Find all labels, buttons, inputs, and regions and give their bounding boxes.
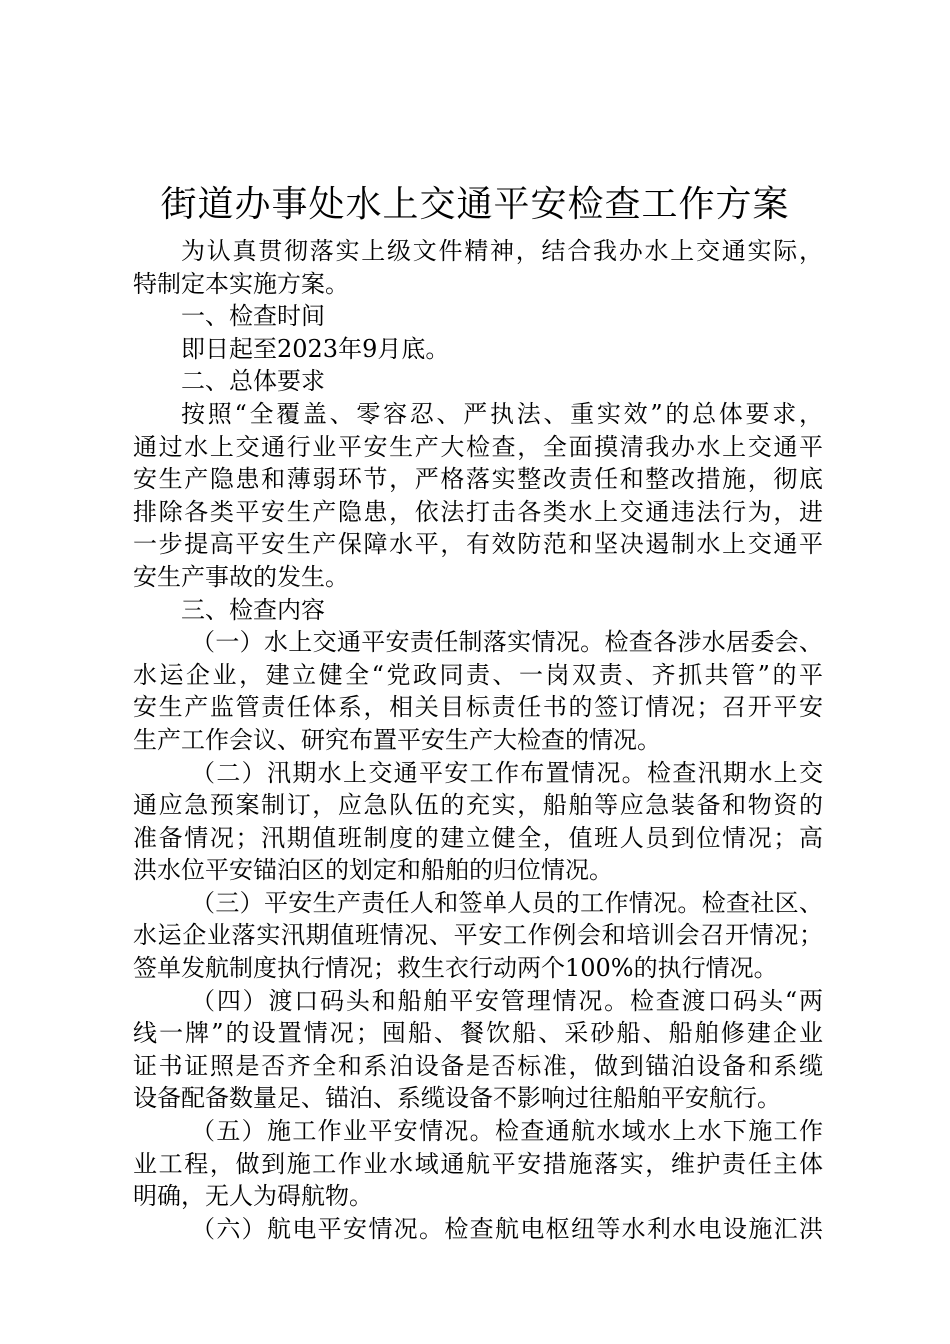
paragraph-line: （四）渡口码头和船舶平安管理情况。检查渡口码头“两 <box>191 986 823 1015</box>
paragraph-line: 线一牌”的设置情况；囤船、餐饮船、采砂船、船舶修建企业 <box>133 1019 823 1048</box>
paragraph-line: 设备配备数量足、锚泊、系缆设备不影响过往船舶平安航行。 <box>133 1084 781 1113</box>
paragraph-line: （一）水上交通平安责任制落实情况。检查各涉水居委会、 <box>191 628 823 657</box>
paragraph-line: 为认真贯彻落实上级文件精神，结合我办水上交通实际， <box>181 237 823 265</box>
document-body <box>133 235 823 1245</box>
paragraph-line: 安生产隐患和薄弱环节，严格落实整改责任和整改措施，彻底 <box>133 465 823 494</box>
paragraph-line: 安生产监管责任体系，相关目标责任书的签订情况；召开平安 <box>133 693 823 722</box>
paragraph-line: 一步提高平安生产保障水平，有效防范和坚决遏制水上交通平 <box>133 530 823 559</box>
paragraph-line: 排除各类平安生产隐患，依法打击各类水上交通违法行为，进 <box>133 497 823 526</box>
document-title: 街道办事处水上交通平安检查工作方案 <box>160 184 790 225</box>
paragraph-line: 业工程，做到施工作业水域通航平安措施落实，维护责任主体 <box>133 1149 823 1178</box>
paragraph-line: 特制定本实施方案。 <box>133 269 349 298</box>
paragraph-line: 水运企业落实汛期值班情况、平安工作例会和培训会召开情况； <box>133 921 823 950</box>
section-heading: 二、总体要求 <box>181 367 325 396</box>
paragraph-line: 通过水上交通行业平安生产大检查，全面摸清我办水上交通平 <box>133 432 823 461</box>
section-heading: 一、检查时间 <box>181 302 325 331</box>
paragraph-line: 安生产事故的发生。 <box>133 562 349 591</box>
paragraph-line: 生产工作会议、研究布置平安生产大检查的情况。 <box>133 725 661 754</box>
paragraph-line: 证书证照是否齐全和系泊设备是否标准，做到锚泊设备和系缆 <box>133 1051 823 1080</box>
paragraph-line: 通应急预案制订，应急队伍的充实，船舶等应急装备和物资的 <box>133 791 823 820</box>
section-heading: 三、检查内容 <box>181 595 325 624</box>
paragraph-line: 洪水位平安锚泊区的划定和船舶的归位情况。 <box>133 856 613 885</box>
paragraph-line: （二）汛期水上交通平安工作布置情况。检查汛期水上交 <box>191 758 823 787</box>
paragraph-line: （五）施工作业平安情况。检查通航水域水上水下施工作 <box>191 1117 823 1146</box>
paragraph-line: 准备情况；汛期值班制度的建立健全，值班人员到位情况；高 <box>133 823 823 852</box>
paragraph-line: （三）平安生产责任人和签单人员的工作情况。检查社区、 <box>191 888 823 917</box>
paragraph-line: 签单发航制度执行情况；救生衣行动两个100%的执行情况。 <box>133 954 778 983</box>
paragraph-line: 水运企业，建立健全“党政同责、一岗双责、齐抓共管”的平 <box>133 660 823 689</box>
paragraph-line: 按照“全覆盖、零容忍、严执法、重实效”的总体要求， <box>181 399 823 428</box>
paragraph-line: 明确，无人为碍航物。 <box>133 1182 373 1211</box>
paragraph-line: 即日起至2023年9月底。 <box>181 334 450 363</box>
paragraph-line: （六）航电平安情况。检查航电枢纽等水利水电设施汇洪 <box>191 1214 823 1243</box>
